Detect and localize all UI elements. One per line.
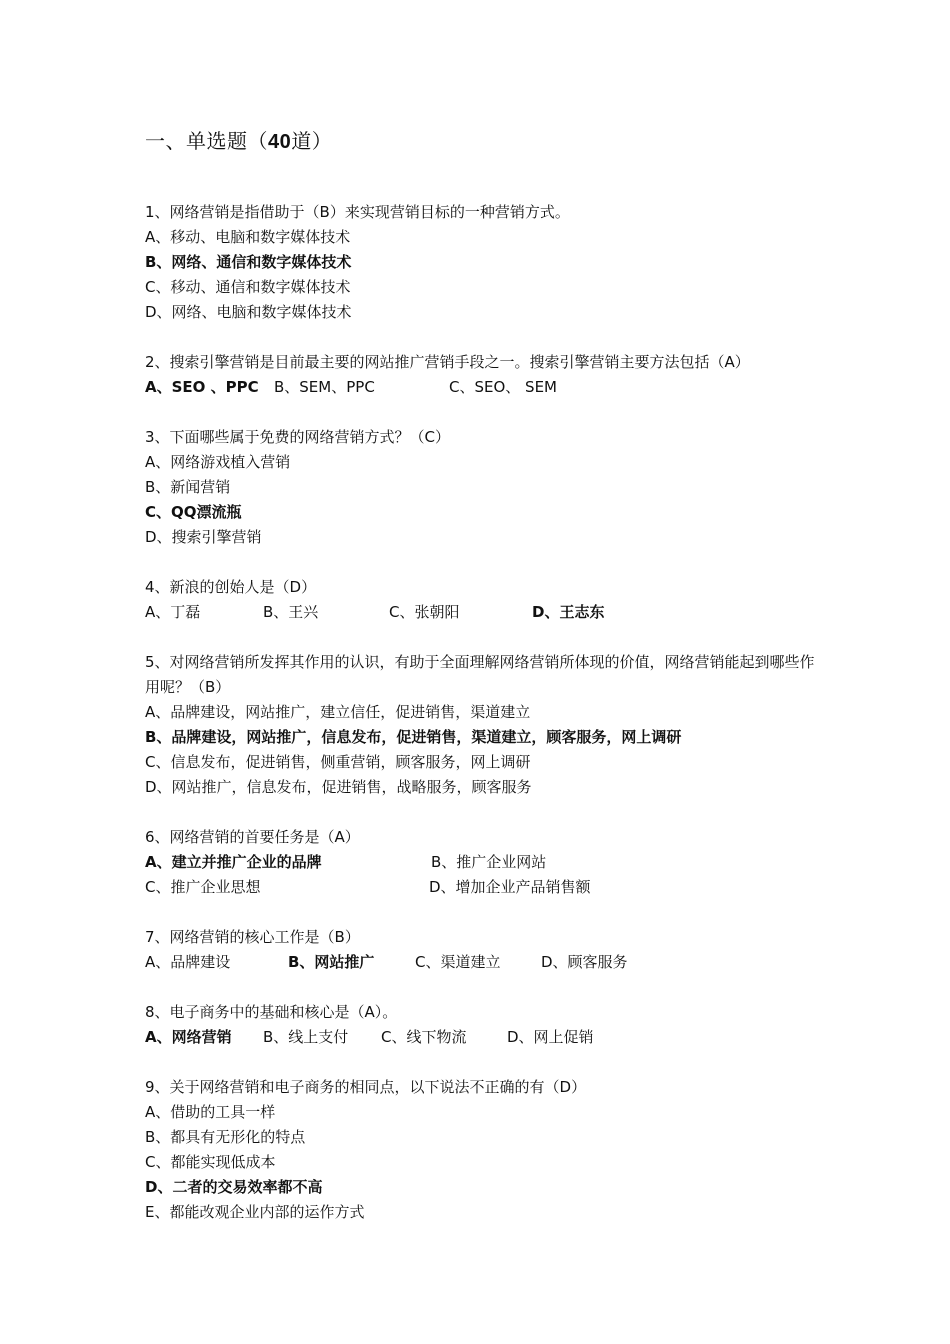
heading-suffix: 道） [291,129,333,153]
option-d: D、增加企业产品销售额 [429,878,591,896]
question-stem: 4、新浪的创始人是（D） [145,578,317,596]
question-4 [145,575,815,625]
option-c: C、移动、通信和数字媒体技术 [145,278,351,296]
question-1 [145,200,815,325]
question-stem: 9、关于网络营销和电子商务的相同点，以下说法不正确的有（D） [145,1078,587,1096]
option-b: B、推广企业网站 [431,853,547,871]
option-a: A、网络游戏植入营销 [145,453,291,471]
option-b: B、网络、通信和数字媒体技术 [145,253,352,271]
option-c: C、张朝阳 [389,603,460,621]
option-a: A、品牌建设 [145,953,231,971]
option-c: C、QQ漂流瓶 [145,503,242,521]
question-stem: 1、网络营销是指借助于（B）来实现营销目标的一种营销方式。 [145,203,570,221]
question-stem: 7、网络营销的核心工作是（B） [145,928,360,946]
option-d: D、二者的交易效率都不高 [145,1178,323,1196]
option-a: A、建立并推广企业的品牌 [145,853,322,871]
option-c: C、推广企业思想 [145,878,261,896]
option-c: C、线下物流 [381,1028,467,1046]
option-d: D、王志东 [532,603,605,621]
question-8 [145,1000,815,1050]
inline-options-row-1 [145,850,815,875]
option-a: A、网络营销 [145,1028,232,1046]
inline-options [145,950,815,975]
option-b: B、都具有无形化的特点 [145,1128,306,1146]
option-e: E、都能改观企业内部的运作方式 [145,1203,365,1221]
question-stem: 3、下面哪些属于免费的网络营销方式？（C） [145,428,451,446]
option-b: B、网站推广 [288,953,375,971]
option-b: B、王兴 [263,603,319,621]
option-d: D、网站推广，信息发布，促进销售，战略服务，顾客服务 [145,778,532,796]
option-d: D、网上促销 [507,1028,594,1046]
option-b: B、SEM、PPC [274,378,375,396]
question-stem: 8、电子商务中的基础和核心是（A）。 [145,1003,398,1021]
option-c: C、都能实现低成本 [145,1153,276,1171]
inline-options [145,600,815,625]
option-a: A、借助的工具一样 [145,1103,276,1121]
question-5 [145,650,815,800]
inline-options-row-2 [145,875,815,900]
option-c: C、信息发布，促进销售，侧重营销，顾客服务，网上调研 [145,753,531,771]
question-3 [145,425,815,550]
option-a: A、丁磊 [145,603,201,621]
option-c: C、渠道建立 [415,953,501,971]
question-stem: 5、对网络营销所发挥其作用的认识，有助于全面理解网络营销所体现的价值，网络营销能起到哪些作用呢？（B） [145,653,815,696]
option-a: A、移动、电脑和数字媒体技术 [145,228,351,246]
option-c: C、SEO、 SEM [449,378,557,396]
inline-options [145,1025,815,1050]
option-d: D、搜索引擎营销 [145,528,262,546]
question-stem: 2、搜索引擎营销是目前最主要的网站推广营销手段之一。搜索引擎营销主要方法包括（A） [145,353,750,371]
option-b: B、线上支付 [263,1028,349,1046]
question-stem: 6、网络营销的首要任务是（A） [145,828,360,846]
question-6 [145,825,815,900]
heading-count: 40 [268,131,292,153]
option-a: A、品牌建设，网站推广，建立信任，促进销售，渠道建立 [145,703,531,721]
option-d: D、顾客服务 [541,953,628,971]
option-a: A、SEO 、PPC [145,378,259,396]
question-7 [145,925,815,975]
inline-options [145,375,815,400]
question-9 [145,1075,815,1225]
section-heading [145,126,332,157]
option-d: D、网络、电脑和数字媒体技术 [145,303,352,321]
question-list [145,200,815,1250]
option-b: B、新闻营销 [145,478,231,496]
heading-prefix: 一、单选题（ [145,129,268,153]
option-b: B、品牌建设，网站推广，信息发布，促进销售，渠道建立，顾客服务，网上调研 [145,728,682,746]
question-2 [145,350,815,400]
